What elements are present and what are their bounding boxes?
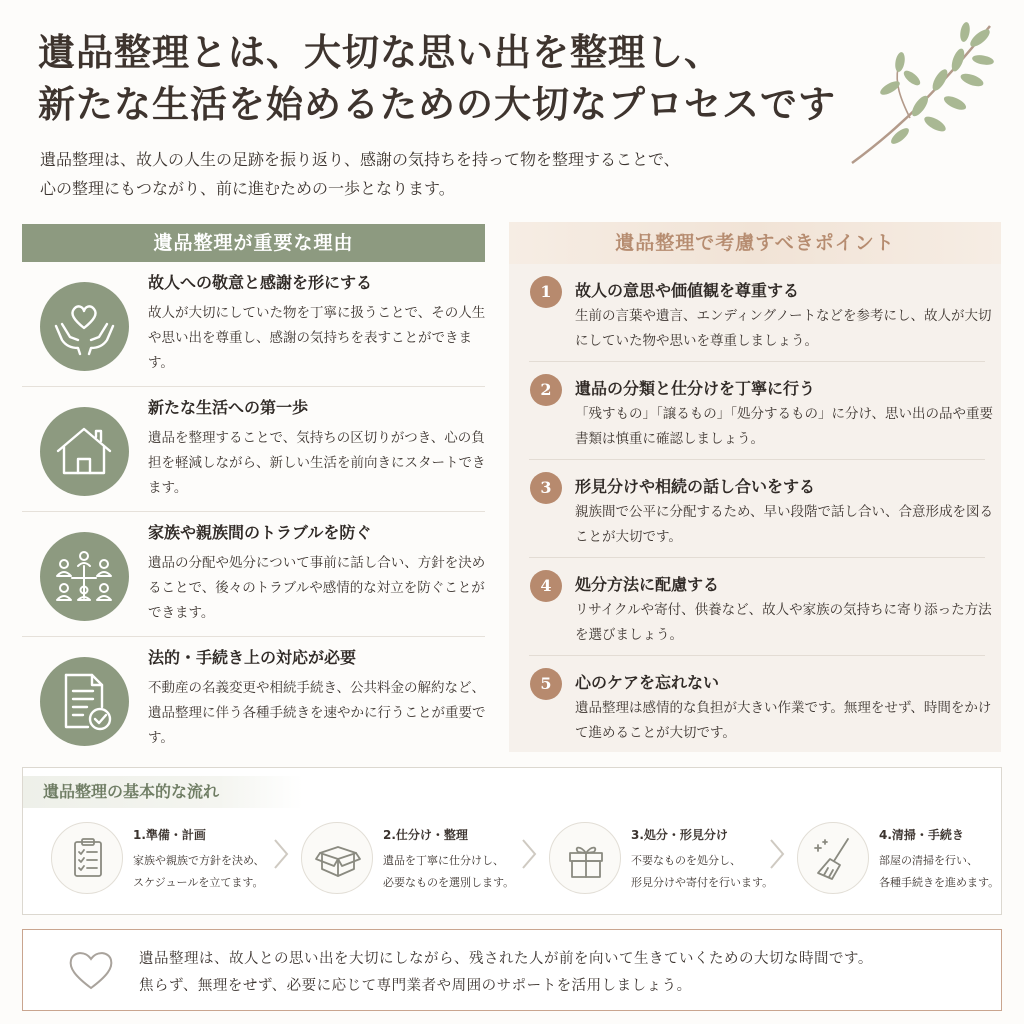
document-check-icon — [40, 657, 129, 746]
step-text — [879, 850, 999, 894]
reason-title: 家族や親族間のトラブルを防ぐ — [148, 523, 372, 542]
point-number-badge: 4 — [530, 570, 562, 602]
reason-icon-circle — [40, 407, 129, 496]
step-text-line: 各種手続きを進めます。 — [879, 876, 1000, 889]
closing-text — [139, 946, 873, 1000]
step-text — [383, 850, 514, 894]
flow-section — [22, 767, 1002, 915]
point-text: 生前の言葉や遺言、エンディングノートなどを参考にし、故人が大切にしていた物や思いを尊重しましょう。 — [575, 308, 992, 349]
checklist-icon — [52, 823, 124, 895]
page-title — [38, 26, 836, 130]
reason-text: 遺品の分配や処分について事前に話し合い、方針を決めることで、後々のトラブルや感情的な対立を防ぐことができます。 — [148, 555, 486, 621]
reason-item — [22, 262, 485, 387]
box-icon — [302, 823, 374, 895]
reason-title: 新たな生活への第一歩 — [148, 398, 309, 417]
point-number-badge: 1 — [530, 276, 562, 308]
reason-icon-circle — [40, 657, 129, 746]
point-number-badge: 5 — [530, 668, 562, 700]
point-title: 故人の意思や価値観を尊重する — [575, 281, 800, 300]
reason-title: 法的・手続き上の対応が必要 — [148, 648, 357, 667]
step-text-line: 形見分けや寄付を行います。 — [631, 876, 774, 889]
title-line-1: 遺品整理とは、大切な思い出を整理し、 — [38, 30, 722, 74]
point-title: 遺品の分類と仕分けを丁寧に行う — [575, 379, 816, 398]
step-text — [631, 850, 773, 894]
chevron-right-icon — [271, 836, 291, 872]
reason-item — [22, 512, 485, 637]
step-text — [133, 850, 265, 894]
heart-hands-icon — [40, 282, 129, 371]
point-number-badge: 2 — [530, 374, 562, 406]
gift-icon — [550, 823, 622, 895]
step-text-line: 遺品を丁寧に仕分けし、 — [383, 854, 504, 867]
step-title: 3.処分・形見分け — [631, 828, 728, 842]
point-item — [529, 264, 992, 362]
points-heading: 遺品整理で考慮すべきポイント — [509, 222, 1001, 264]
intro-line-2: 心の整理にもつながり、前に進むための一歩となります。 — [40, 179, 455, 198]
point-text: 親族間で公平に分配するため、早い段階で話し合い、合意形成を図ることが大切です。 — [575, 504, 993, 545]
point-text: 「残すもの」「譲るもの」「処分するもの」に分け、思い出の品や重要書類は慎重に確認しましょう。 — [575, 406, 993, 447]
closing-message — [22, 929, 1002, 1011]
reasons-heading: 遺品整理が重要な理由 — [22, 224, 485, 262]
step-title: 4.清掃・手続き — [879, 828, 964, 842]
step-icon-circle — [549, 822, 621, 894]
reason-icon-circle — [40, 282, 129, 371]
step-title: 1.準備・計画 — [133, 828, 206, 842]
point-item — [529, 460, 993, 558]
step-text-line: 家族や親族で方針を決め、 — [133, 854, 265, 867]
chevron-right-icon — [767, 836, 787, 872]
leaf-branch-icon — [840, 18, 1000, 168]
chevron-right-icon — [519, 836, 539, 872]
point-title: 心のケアを忘れない — [575, 673, 720, 692]
step-icon-circle — [51, 822, 123, 894]
step-title: 2.仕分け・整理 — [383, 828, 468, 842]
family-tree-icon — [40, 532, 129, 621]
point-text: 遺品整理は感情的な負担が大きい作業です。無理をせず、時間をかけて進めることが大切です。 — [575, 700, 992, 741]
step-icon-circle — [797, 822, 869, 894]
reason-text: 故人が大切にしていた物を丁寧に扱うことで、その人生や思い出を尊重し、感謝の気持ちを表すことができます。 — [148, 305, 486, 371]
point-item — [529, 362, 993, 460]
reason-item — [22, 387, 485, 512]
point-title: 処分方法に配慮する — [575, 575, 720, 594]
heart-icon — [65, 946, 117, 994]
step-text-line: 不要なものを処分し、 — [631, 854, 741, 867]
step-text-line: スケジュールを立てます。 — [133, 876, 264, 889]
flow-heading: 遺品整理の基本的な流れ — [23, 776, 303, 808]
reason-item — [22, 637, 485, 762]
reason-title: 故人への敬意と感謝を形にする — [148, 273, 373, 292]
point-text: リサイクルや寄付、供養など、故人や家族の気持ちに寄り添った方法を選びましょう。 — [575, 602, 992, 643]
house-icon — [40, 407, 129, 496]
title-line-2: 新たな生活を始めるための大切なプロセスです — [38, 82, 836, 126]
step-text-line: 部屋の清掃を行い、 — [879, 854, 978, 867]
step-icon-circle — [301, 822, 373, 894]
reason-icon-circle — [40, 532, 129, 621]
reason-text: 遺品を整理することで、気持ちの区切りがつき、心の負担を軽減しながら、新しい生活を前向きにスタートできます。 — [148, 430, 486, 496]
point-item — [529, 558, 992, 656]
closing-line-2: 焦らず、無理をせず、必要に応じて専門業者や周囲のサポートを活用しましょう。 — [139, 978, 692, 994]
step-text-line: 必要なものを選別します。 — [383, 876, 515, 889]
reasons-section — [22, 224, 485, 762]
reason-text: 不動産の名義変更や相続手続き、公共料金の解約など、遺品整理に伴う各種手続きを速やかに行うことが重要です。 — [148, 680, 486, 746]
broom-icon — [798, 823, 870, 895]
point-item — [529, 656, 992, 754]
points-section — [509, 222, 1001, 752]
intro-text — [40, 145, 680, 203]
intro-line-1: 遺品整理は、故人の人生の足跡を振り返り、感謝の気持ちを持って物を整理することで、 — [40, 150, 680, 169]
closing-line-1: 遺品整理は、故人との思い出を大切にしながら、残された人が前を向いて生きていくための大切な時間です。 — [139, 951, 873, 967]
point-number-badge: 3 — [530, 472, 562, 504]
point-title: 形見分けや相続の話し合いをする — [575, 477, 816, 496]
